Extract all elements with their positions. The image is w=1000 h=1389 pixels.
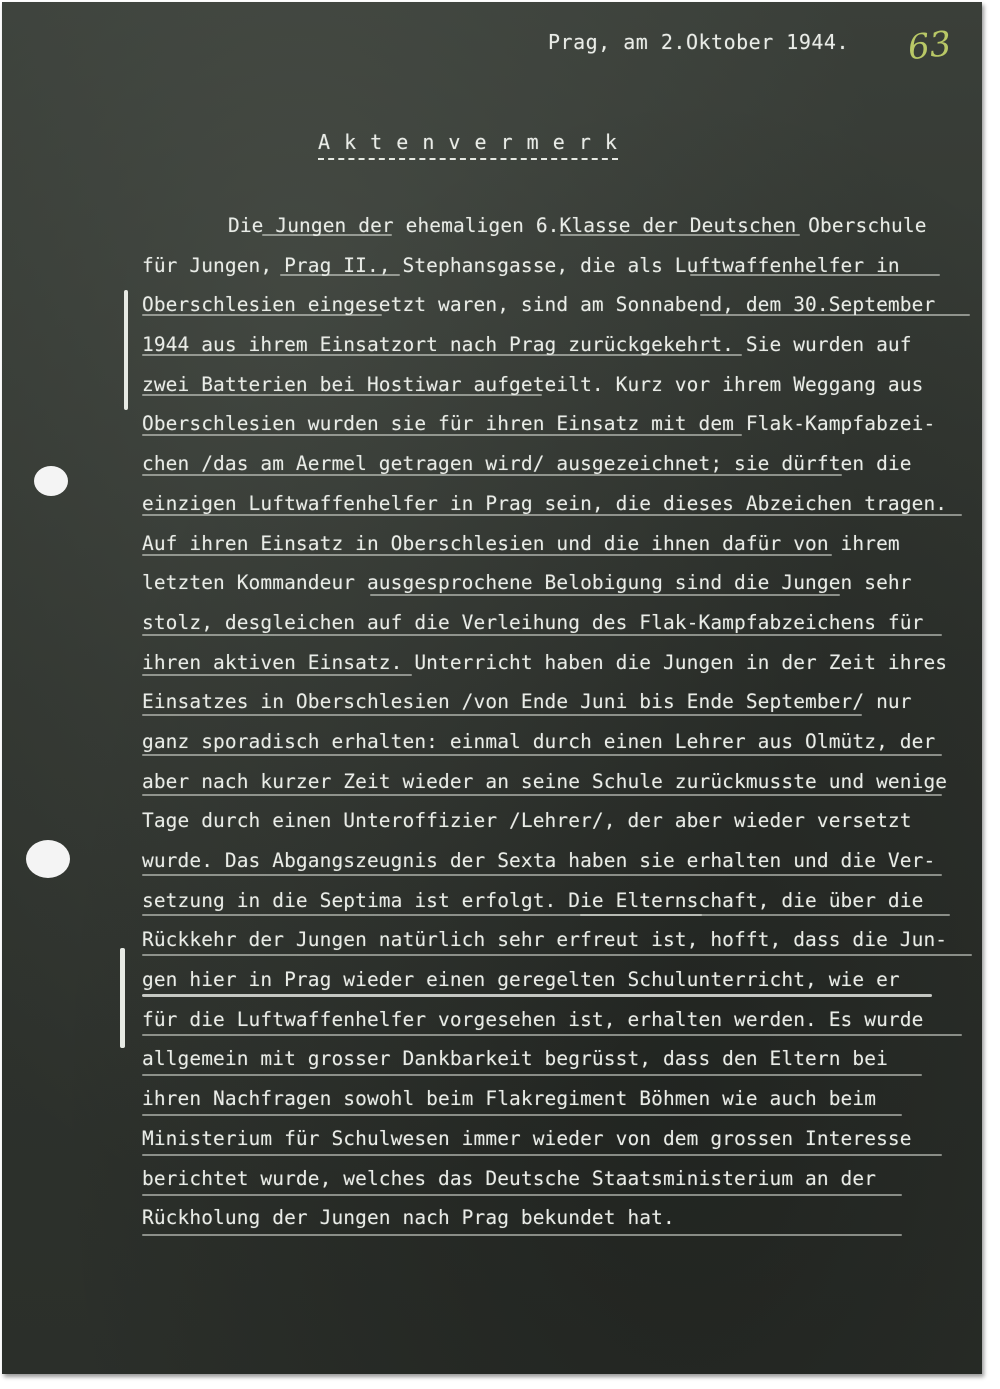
body-line: Tage durch einen Unteroffizier /Lehrer/, der aber wieder versetzt — [142, 809, 912, 833]
margin-mark-upper — [124, 290, 128, 410]
body-line: Oberschlesien wurden sie für ihren Einsatz mit dem Flak-Kampfabzei- — [142, 412, 936, 436]
body-line: Rückkehr der Jungen natürlich sehr erfreut ist, hofft, dass die Jun- — [142, 928, 948, 952]
body-line: berichtet wurde, welches das Deutsche Staatsministerium an der — [142, 1166, 877, 1190]
memo-body — [142, 206, 980, 1238]
body-line: 1944 aus ihrem Einsatzort nach Prag zurückgekehrt. Sie wurden auf — [142, 333, 912, 357]
body-line: Oberschlesien eingesetzt waren, sind am Sonnabend, dem 30.September — [142, 293, 936, 317]
body-line: Die Jungen der ehemaligen 6.Klasse der Deutschen Oberschule — [228, 214, 927, 237]
body-line: wurde. Das Abgangszeugnis der Sexta haben sie erhalten und die Ver- — [142, 849, 936, 872]
body-line: Auf ihren Einsatz in Oberschlesien und die ihnen dafür von ihrem — [142, 531, 900, 555]
body-line: letzten Kommandeur ausgesprochene Belobigung sind die Jungen sehr — [142, 571, 912, 595]
body-line: setzung in die Septima ist erfolgt. Die Elternschaft, die über die — [142, 888, 924, 912]
body-line: für die Luftwaffenhelfer vorgesehen ist, erhalten werden. Es wurde — [142, 1007, 924, 1031]
body-line: ganz sporadisch erhalten: einmal durch einen Lehrer aus Olmütz, der — [142, 729, 936, 753]
document-heading: A k t e n v e r m e r k — [318, 130, 618, 154]
body-line: allgemein mit grosser Dankbarkeit begrüsst, dass den Eltern bei — [142, 1047, 888, 1071]
body-line: zwei Batterien bei Hostiwar aufgeteilt. Kurz vor ihrem Weggang aus — [142, 372, 924, 396]
date-line: Prag, am 2.Oktober 1944. — [548, 30, 849, 54]
punch-hole-bottom — [26, 840, 70, 878]
body-line: gen hier in Prag wieder einen geregelten Schulunterricht, wie er — [142, 968, 900, 992]
body-line: stolz, desgleichen auf die Verleihung des Flak-Kampfabzeichens für — [142, 610, 924, 634]
body-line: ihren aktiven Einsatz. Unterricht haben die Jungen in der Zeit ihres — [142, 650, 948, 674]
heading-underline — [318, 158, 618, 160]
body-line: Rückholung der Jungen nach Prag bekundet hat. — [142, 1206, 675, 1230]
page-number: 63 — [906, 23, 954, 69]
body-line: Ministerium für Schulwesen immer wieder von dem grossen Interesse — [142, 1126, 912, 1150]
punch-hole-top — [34, 466, 68, 496]
body-line: ihren Nachfragen sowohl beim Flakregiment Böhmen wie auch beim — [142, 1087, 877, 1111]
body-line: chen /das am Aermel getragen wird/ ausgezeichnet; sie dürften die — [142, 452, 912, 476]
body-line: einzigen Luftwaffenhelfer in Prag sein, die dieses Abzeichen tragen. — [142, 491, 948, 515]
body-line: aber nach kurzer Zeit wieder an seine Schule zurückmusste und wenige — [142, 769, 948, 793]
body-line: Einsatzes in Oberschlesien /von Ende Juni bis Ende September/ nur — [142, 690, 912, 714]
margin-mark-lower — [120, 948, 125, 1048]
body-line: für Jungen, Prag II., Stephansgasse, die als Luftwaffenhelfer in — [142, 253, 900, 277]
